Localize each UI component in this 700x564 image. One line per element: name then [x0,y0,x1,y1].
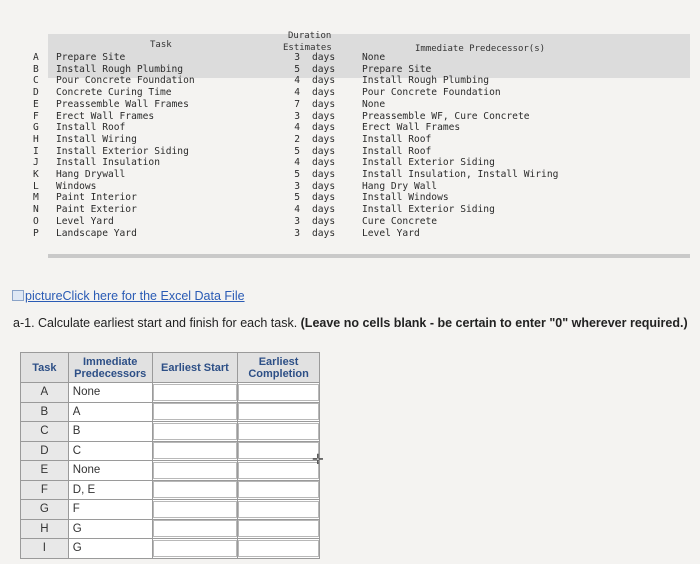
sheet-row-letter: E [33,98,39,110]
sheet-row-predecessors: Cure Concrete [362,215,438,227]
earliest-start-input-cell [152,441,238,461]
earliest-start-input[interactable] [153,442,238,459]
task-cell: D [21,441,69,461]
sheet-row-unit: days [312,180,336,192]
earliest-completion-input-cell [238,461,320,481]
sheet-row-predecessors: Install Rough Plumbing [362,75,490,87]
sheet-row-predecessors: Install Insulation, Install Wiring [362,169,559,180]
sheet-row-task-name: Install Exterior Siding [56,145,189,157]
sheet-row-duration: 3 [294,110,300,122]
sheet-header-task: Task [150,40,172,50]
sheet-row-letter: I [33,145,39,157]
sheet-row-letter: K [33,169,39,180]
earliest-start-input[interactable] [153,520,238,537]
sheet-row-unit: days [312,122,336,134]
excel-data-link[interactable] [12,289,245,303]
sheet-row-task-name: Erect Wall Frames [56,110,155,122]
task-data-sheet [26,26,690,258]
sheet-row-letter: C [33,75,39,87]
sheet-bottom-rule [48,254,690,258]
link-image-alt: picture [25,289,63,303]
table-row [21,480,320,500]
answer-table [20,352,320,559]
earliest-start-input[interactable] [153,384,238,401]
sheet-row-task-name: Install Wiring [56,133,137,145]
predecessor-cell: None [68,383,152,403]
sheet-row-unit: days [312,87,336,99]
predecessor-cell: D, E [68,480,152,500]
earliest-completion-input-cell [238,500,320,520]
task-cell: I [21,539,69,559]
broken-image-icon [12,290,24,301]
sheet-row-duration: 4 [294,204,300,216]
earliest-start-input-cell [152,383,238,403]
sheet-row-letter: D [33,87,39,99]
sheet-row-predecessors: Install Windows [362,192,449,204]
sheet-row-unit: days [312,169,336,180]
sheet-row-unit: days [312,204,336,216]
earliest-start-input-cell [152,402,238,422]
earliest-completion-input[interactable] [238,520,319,537]
sheet-row-task-name: Install Rough Plumbing [56,63,184,75]
earliest-completion-input[interactable] [238,403,319,420]
sheet-row-predecessors: Preassemble WF, Cure Concrete [362,110,530,122]
table-row [21,383,320,403]
table-row [21,402,320,422]
sheet-row-task-name: Paint Interior [56,192,137,204]
sheet-row-duration: 3 [294,52,300,63]
predecessor-cell: None [68,461,152,481]
sheet-row-task-name: Install Insulation [56,157,160,169]
sheet-row-predecessors: Install Roof [362,133,432,145]
sheet-row-task-name: Preassemble Wall Frames [56,98,189,110]
earliest-completion-input[interactable] [238,423,319,440]
earliest-start-input[interactable] [153,481,238,498]
earliest-completion-input-cell [238,441,320,461]
earliest-completion-input[interactable] [238,540,319,557]
col-header-earliest-completion: Earliest Completion [238,353,320,383]
sheet-row-unit: days [312,52,336,63]
task-cell: C [21,422,69,442]
sheet-row-duration: 4 [294,157,300,169]
earliest-start-input-cell [152,461,238,481]
sheet-row-unit: days [312,75,336,87]
sheet-row-predecessors: Hang Dry Wall [362,180,438,192]
earliest-completion-input-cell [238,383,320,403]
sheet-row-duration: 4 [294,87,300,99]
earliest-start-input[interactable] [153,423,238,440]
table-row [21,500,320,520]
sheet-header-duration-1: Duration [288,31,332,41]
sheet-row-predecessors: Install Exterior Siding [362,204,495,216]
task-cell: H [21,519,69,539]
sheet-header-duration-2: Estimates [283,43,332,53]
sheet-row-unit: days [312,110,336,122]
plus-cursor-icon: ✛ [312,451,324,467]
earliest-start-input[interactable] [153,462,238,479]
predecessor-cell: G [68,519,152,539]
sheet-row-predecessors: Install Roof [362,145,432,157]
col-header-task: Task [21,353,69,383]
task-cell: E [21,461,69,481]
sheet-row-task-name: Install Roof [56,122,126,134]
sheet-row-letter: L [33,180,39,192]
answer-body [21,383,320,559]
table-row [21,539,320,559]
sheet-row-letter: M [33,192,39,204]
sheet-row-letter: O [33,215,39,227]
sheet-row-letter: F [33,110,39,122]
earliest-completion-input-cell [238,402,320,422]
sheet-row-duration: 5 [294,169,300,180]
sheet-row-duration: 3 [294,180,300,192]
earliest-start-input[interactable] [153,540,238,557]
question-text [13,316,688,330]
sheet-row-unit: days [312,145,336,157]
col-header-earliest-start: Earliest Start [152,353,238,383]
sheet-row-letter: J [33,157,39,169]
earliest-start-input-cell [152,519,238,539]
link-label: Click here for the Excel Data File [62,289,245,303]
task-cell: A [21,383,69,403]
sheet-row-predecessors: Prepare Site [362,63,432,75]
sheet-row-duration: 2 [294,133,300,145]
earliest-start-input[interactable] [153,403,238,420]
earliest-completion-input[interactable] [238,501,319,518]
answer-header-row [21,353,320,383]
sheet-row-duration: 5 [294,192,300,204]
sheet-row-letter: A [33,52,39,63]
sheet-row-unit: days [312,215,336,227]
sheet-row-letter: B [33,63,39,75]
earliest-completion-input[interactable] [238,462,319,479]
earliest-completion-input-cell [238,422,320,442]
sheet-row-duration: 5 [294,63,300,75]
predecessor-cell: G [68,539,152,559]
sheet-row-letter: H [33,133,39,145]
earliest-start-input-cell [152,500,238,520]
earliest-completion-input[interactable] [238,481,319,498]
sheet-row-duration: 4 [294,122,300,134]
table-row [21,441,320,461]
sheet-row-task-name: Concrete Curing Time [56,87,172,99]
sheet-row-duration: 5 [294,145,300,157]
sheet-row-duration: 7 [294,98,300,110]
sheet-row-task-name: Level Yard [56,215,114,227]
sheet-row-task-name: Paint Exterior [56,204,137,216]
sheet-header-predecessors: Immediate Predecessor(s) [415,44,546,54]
sheet-row-duration: 4 [294,75,300,87]
earliest-start-input[interactable] [153,501,238,518]
earliest-completion-input-cell [238,480,320,500]
question-instruction: (Leave no cells blank - be certain to enter "0" wherever required.) [300,316,688,330]
sheet-row-duration: 3 [294,227,300,239]
sheet-row-predecessors: Pour Concrete Foundation [362,87,501,99]
task-cell: G [21,500,69,520]
sheet-row-unit: days [312,63,336,75]
sheet-row-predecessors: None [362,52,386,63]
earliest-completion-input-cell [238,539,320,559]
earliest-start-input-cell [152,422,238,442]
sheet-row-unit: days [312,192,336,204]
earliest-completion-input[interactable] [238,442,319,459]
predecessor-cell: B [68,422,152,442]
col-header-predecessors: Immediate Predecessors [68,353,152,383]
sheet-row-unit: days [312,98,336,110]
table-row [21,422,320,442]
sheet-row-predecessors: Erect Wall Frames [362,122,461,134]
table-row [21,519,320,539]
sheet-row-unit: days [312,133,336,145]
task-cell: F [21,480,69,500]
task-cell: B [21,402,69,422]
predecessor-cell: F [68,500,152,520]
predecessor-cell: C [68,441,152,461]
earliest-start-input-cell [152,480,238,500]
sheet-row-task-name: Windows [56,180,97,192]
sheet-row-duration: 3 [294,215,300,227]
sheet-row-task-name: Landscape Yard [56,227,137,239]
earliest-completion-input[interactable] [238,384,319,401]
sheet-row-predecessors: Level Yard [362,227,420,239]
sheet-row-task-name: Pour Concrete Foundation [56,75,195,87]
sheet-row-letter: N [33,204,39,216]
sheet-row-predecessors: Install Exterior Siding [362,157,495,169]
earliest-start-input-cell [152,539,238,559]
sheet-row-task-name: Prepare Site [56,52,126,63]
earliest-completion-input-cell [238,519,320,539]
sheet-row-task-name: Hang Drywall [56,169,126,180]
sheet-row-predecessors: None [362,98,386,110]
sheet-row-unit: days [312,227,336,239]
predecessor-cell: A [68,402,152,422]
question-prefix: a-1. Calculate earliest start and finish for each task. [13,316,301,330]
table-row [21,461,320,481]
sheet-row-letter: G [33,122,39,134]
sheet-row-letter: P [33,227,39,239]
sheet-row-unit: days [312,157,336,169]
